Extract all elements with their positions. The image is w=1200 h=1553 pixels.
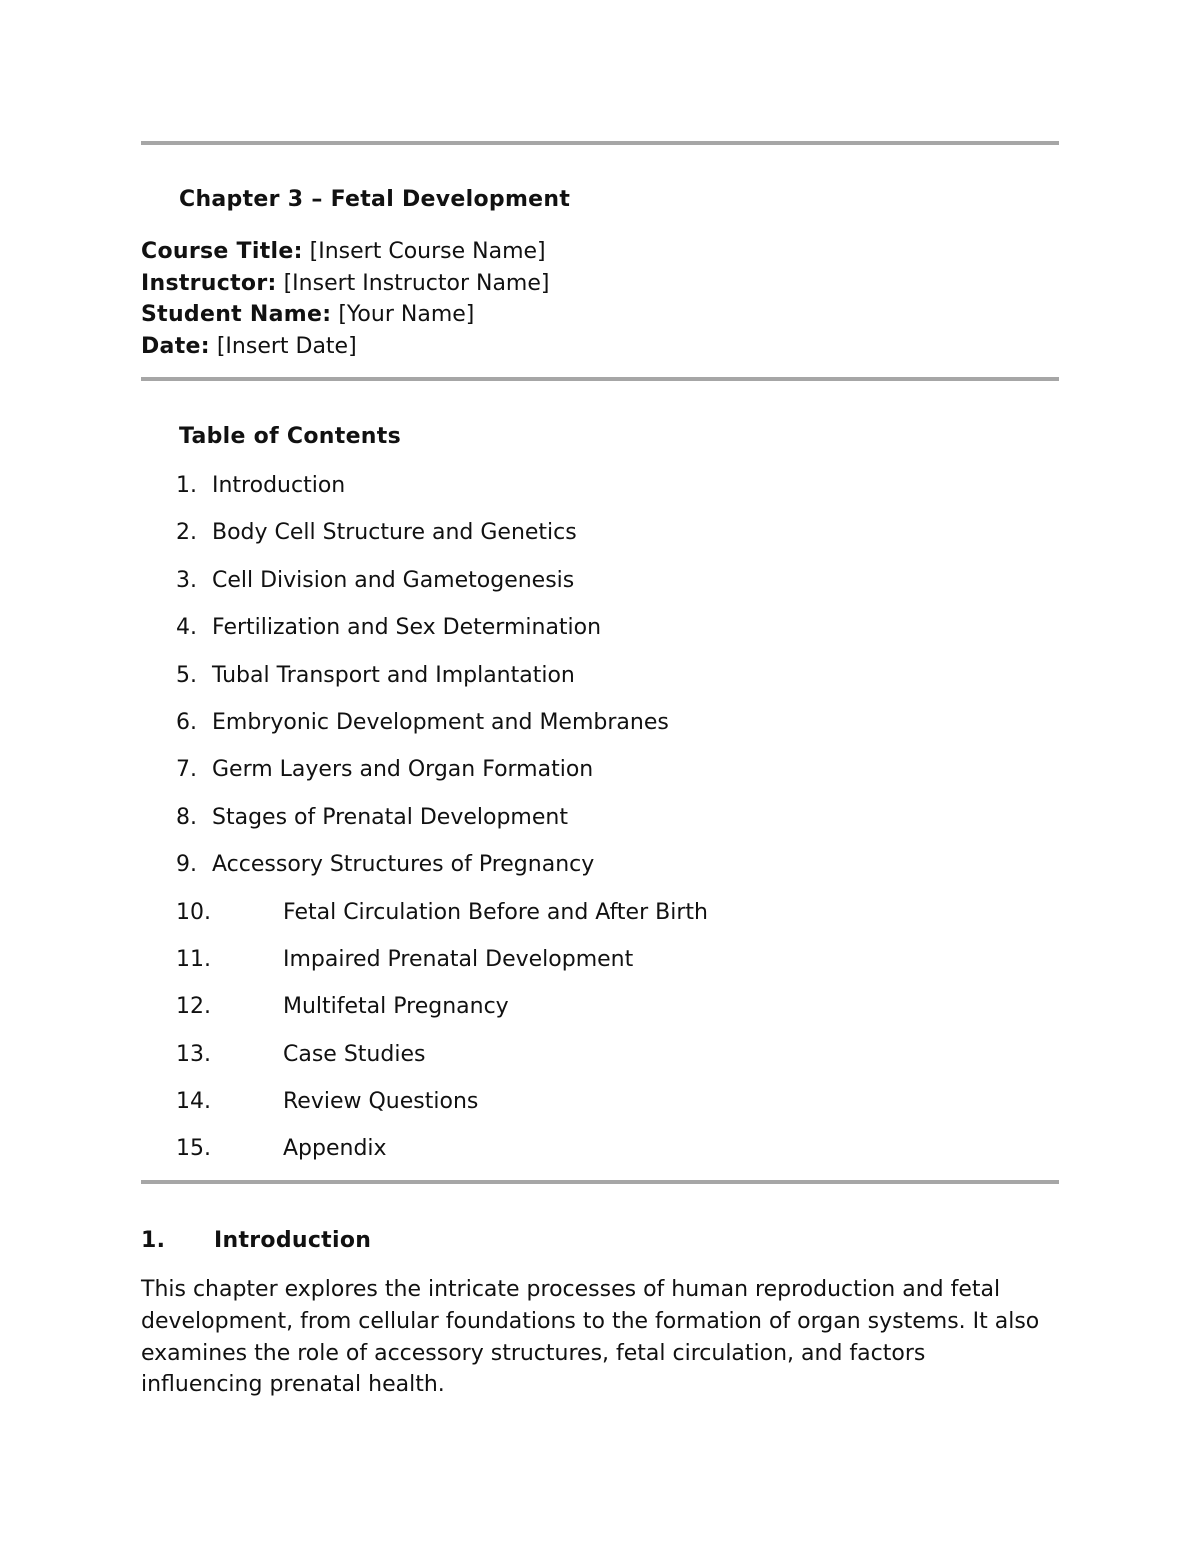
section-heading-introduction xyxy=(141,1228,371,1253)
toc-item-label: Fetal Circulation Before and After Birth xyxy=(283,899,708,925)
toc-item-label: Tubal Transport and Implantation xyxy=(212,662,575,688)
toc-item-number: 7. xyxy=(176,757,197,783)
toc-item xyxy=(176,898,708,945)
chapter-title: Chapter 3 – Fetal Development xyxy=(179,187,571,212)
toc-title: Table of Contents xyxy=(179,424,401,449)
toc-item-number: 5. xyxy=(176,662,197,688)
toc-item xyxy=(176,1134,708,1181)
toc-item xyxy=(176,566,708,613)
toc-item xyxy=(176,850,708,897)
section-number: 1. xyxy=(141,1228,166,1253)
student-name-value: [Your Name] xyxy=(331,302,475,327)
toc-item xyxy=(176,803,708,850)
date-value: [Insert Date] xyxy=(209,333,357,359)
table-of-contents xyxy=(176,471,708,1182)
toc-item xyxy=(176,992,708,1039)
toc-item xyxy=(176,755,708,802)
toc-item xyxy=(176,945,708,992)
toc-item-number: 2. xyxy=(176,520,197,546)
toc-item-label: Cell Division and Gametogenesis xyxy=(212,567,575,593)
toc-item-number: 12. xyxy=(176,994,211,1020)
meta-divider xyxy=(141,377,1059,381)
document-meta xyxy=(141,236,549,362)
toc-item-number: 14. xyxy=(176,1089,211,1115)
date-label: Date: xyxy=(141,333,210,359)
toc-item-label: Multifetal Pregnancy xyxy=(283,994,509,1020)
instructor-value: [Insert Instructor Name] xyxy=(276,270,550,296)
course-title-row xyxy=(141,236,549,268)
introduction-paragraph: This chapter explores the intricate processes of human reproduction and fetal development, from cellular foundations to the formation of organ systems. It also examines the role of accessory structures, fetal circulation, and factors influencing prenatal health. xyxy=(141,1277,1040,1398)
toc-item-number: 13. xyxy=(176,1041,211,1067)
toc-item-number: 11. xyxy=(176,946,211,972)
toc-item-number: 9. xyxy=(176,852,197,878)
section-title: Introduction xyxy=(214,1228,372,1253)
toc-item-label: Introduction xyxy=(212,473,346,498)
toc-item-label: Impaired Prenatal Development xyxy=(283,946,634,972)
toc-item-label: Stages of Prenatal Development xyxy=(212,804,568,830)
toc-item-number: 8. xyxy=(176,804,197,830)
course-title-value: [Insert Course Name] xyxy=(302,239,546,264)
toc-item-label: Appendix xyxy=(283,1136,387,1162)
toc-item-number: 3. xyxy=(176,567,197,593)
toc-item xyxy=(176,1040,708,1087)
toc-item-number: 15. xyxy=(176,1136,211,1162)
toc-item xyxy=(176,708,708,755)
student-name-row xyxy=(141,299,549,331)
toc-item-label: Accessory Structures of Pregnancy xyxy=(212,852,595,878)
date-row xyxy=(141,331,549,363)
instructor-row xyxy=(141,268,549,300)
toc-item-number: 4. xyxy=(176,615,197,641)
toc-item-label: Body Cell Structure and Genetics xyxy=(212,520,577,546)
toc-item xyxy=(176,1087,708,1134)
top-divider xyxy=(141,141,1059,145)
toc-item xyxy=(176,661,708,708)
toc-item xyxy=(176,471,708,518)
toc-item-number: 1. xyxy=(176,473,197,498)
student-name-label: Student Name: xyxy=(141,302,332,327)
course-title-label: Course Title: xyxy=(141,239,303,264)
instructor-label: Instructor: xyxy=(141,270,277,296)
toc-item xyxy=(176,613,708,660)
toc-item-label: Fertilization and Sex Determination xyxy=(212,615,602,641)
toc-divider xyxy=(141,1180,1059,1184)
toc-item-label: Case Studies xyxy=(283,1041,426,1067)
toc-item-label: Germ Layers and Organ Formation xyxy=(212,757,594,783)
toc-item-number: 6. xyxy=(176,709,197,735)
toc-item-label: Embryonic Development and Membranes xyxy=(212,709,669,735)
toc-item-number: 10. xyxy=(176,899,211,925)
toc-item xyxy=(176,518,708,565)
toc-item-label: Review Questions xyxy=(283,1089,479,1115)
